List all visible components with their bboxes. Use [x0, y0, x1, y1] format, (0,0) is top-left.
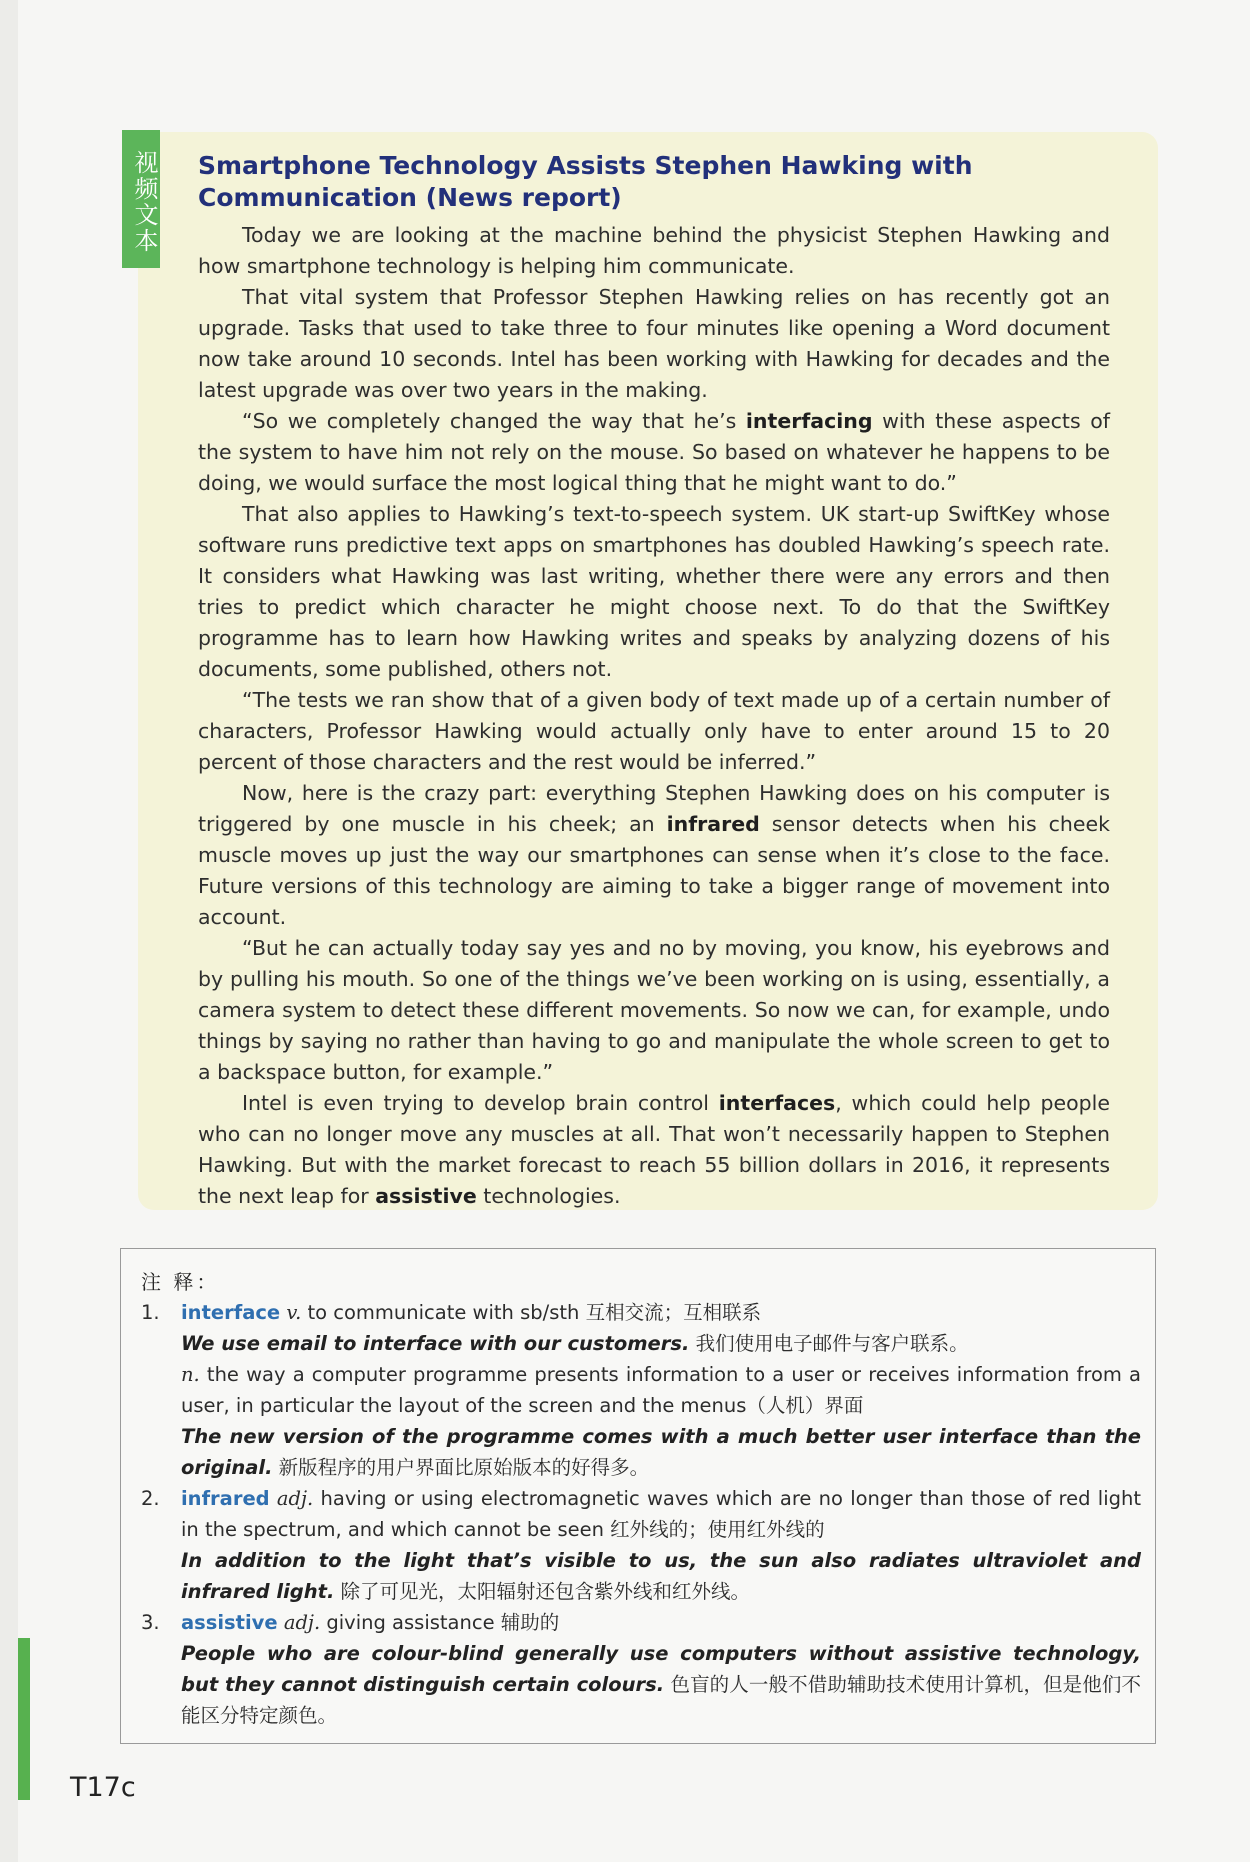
note-example [181, 1638, 1141, 1731]
keyword-infrared: infrared [666, 812, 760, 836]
keyword-interfaces: interfaces [718, 1091, 836, 1115]
keyword-interfacing: interfacing [745, 409, 873, 433]
paragraph-8-text-a: Intel is even trying to develop brain control [242, 1091, 719, 1115]
paragraph-5: “The tests we ran show that of a given body of text made up of a certain number of characters, Professor Hawking would actually only have to enter around 15 to 20 percent of those characters and the rest would be inferred.” [198, 688, 1110, 774]
headword: interface [181, 1301, 281, 1324]
note-assistive [141, 1607, 1141, 1731]
note-example [181, 1328, 1141, 1359]
page-number: T17c [70, 1772, 136, 1803]
paragraph-8 [198, 1088, 1110, 1212]
note-number: 2. [141, 1487, 160, 1510]
paragraph-8-text-e: technologies. [476, 1184, 621, 1208]
example-translation: 除了可见光，太阳辐射还包含紫外线和红外线。 [334, 1580, 751, 1603]
video-text-tab: 视频文本 [122, 130, 160, 268]
example-sentence-end: ultraviolet and infrared light. [181, 1549, 1142, 1603]
paragraph-3 [198, 406, 1110, 499]
example-translation: 新版程序的用户界面比原始版本的好得多。 [272, 1456, 650, 1479]
example-translation: 我们使用电子邮件与客户联系。 [689, 1332, 969, 1355]
notes-heading: 注 释： [141, 1270, 220, 1294]
note-definition [181, 1297, 1141, 1328]
paragraph-7: “But he can actually today say yes and no by moving, you know, his eyebrows and by pulling his mouth. So one of the things we’ve been working on is using, essentially, a camera system to detect these different movements. So now we can, for example, undo things by saying no rather than having to go and manipulate the whole screen to get to a backspace button, for example.” [198, 936, 1110, 1084]
part-of-speech: n. [181, 1363, 200, 1386]
paragraph-3-text-a: “So we completely changed the way that he’s [242, 409, 746, 433]
example-sentence: The new version of the programme comes with a much better user interface than the original. [181, 1425, 1141, 1479]
page-edge [0, 0, 18, 1862]
paragraph-8-text-c: , which could help people who can no longer move any muscles at all. That won’t necessarily happen to Stephen Hawking. But with the market forecast to reach 55 billion dollars in 2016, it represents the next leap for [198, 1091, 1110, 1208]
example-sentence: In addition to the light that’s visible to us, the sun also radiates [181, 1549, 960, 1572]
paragraph-6-text-c: sensor detects when his cheek muscle moves up just the way our smartphones can sense when it’s close to the face. Future versions of this technology are aiming to take a bigger range of movement into account. [198, 812, 1111, 929]
keyword-assistive: assistive [375, 1184, 477, 1208]
paragraph-1: Today we are looking at the machine behind the physicist Stephen Hawking and how smartphone technology is helping him communicate. [198, 223, 1110, 278]
example-sentence: People who are colour-blind generally use computers without assistive technology, but they cannot distinguish certain colours. [181, 1642, 1141, 1696]
note-definition [181, 1483, 1141, 1545]
definition-text: having or using electromagnetic waves which are no longer than those of red light in the spectrum, and which cannot be seen 红外线的；使用红外线的 [181, 1487, 1141, 1541]
definition-text: the way a computer programme presents information to a user or receives information from a user, in particular the layout of the screen and the menus（人机）界面 [181, 1363, 1141, 1417]
part-of-speech: v. [286, 1301, 302, 1324]
definition-text: giving assistance 辅助的 [320, 1611, 560, 1634]
paragraph-3-text-c: with these aspects of the system to have him not rely on the mouse. So based on whatever he happens to be doing, we would surface the most logical thing that he might want to do.” [198, 409, 1110, 495]
part-of-speech: adj. [283, 1611, 321, 1634]
article [198, 150, 1110, 1212]
paragraph-4: That also applies to Hawking’s text-to-speech system. UK start-up SwiftKey whose software runs predictive text apps on smartphones has doubled Hawking’s speech rate. It considers what Hawking was last writing, whether there were any errors and then tries to predict which character he might choose next. To do that the SwiftKey programme has to learn how Hawking writes and speaks by analyzing dozens of his documents, some published, others not. [198, 502, 1110, 681]
note-infrared [141, 1483, 1141, 1607]
note-definition [181, 1607, 1141, 1638]
paragraph-6-text-a: Now, here is the crazy part: everything Stephen Hawking does on his computer is triggered by one muscle in his cheek; an [198, 781, 1110, 836]
definition-text: to communicate with sb/sth 互相交流；互相联系 [301, 1301, 762, 1324]
example-translation: 色盲的人一般不借助辅助技术使用计算机，但是他们不能区分特定颜色。 [181, 1673, 1141, 1727]
note-interface [141, 1297, 1141, 1483]
note-example [181, 1421, 1141, 1483]
part-of-speech: adj. [276, 1487, 314, 1510]
note-number: 1. [141, 1301, 160, 1324]
notes-panel [120, 1248, 1156, 1744]
headword: infrared [181, 1487, 270, 1510]
paragraph-6 [198, 778, 1110, 933]
paragraph-2: That vital system that Professor Stephen Hawking relies on has recently got an upgrade. Tasks that used to take three to four minutes like opening a Word document now take around 10 seconds. Intel has been working with Hawking for decades and the latest upgrade was over two years in the making. [198, 285, 1110, 402]
note-number: 3. [141, 1611, 160, 1634]
note-example [181, 1545, 1141, 1607]
article-title: Smartphone Technology Assists Stephen Hawking with Communication (News report) [198, 151, 973, 212]
headword: assistive [181, 1611, 278, 1634]
green-side-bar [18, 1638, 30, 1800]
note-definition [181, 1359, 1141, 1421]
example-sentence: We use email to interface with our customers. [181, 1332, 690, 1355]
